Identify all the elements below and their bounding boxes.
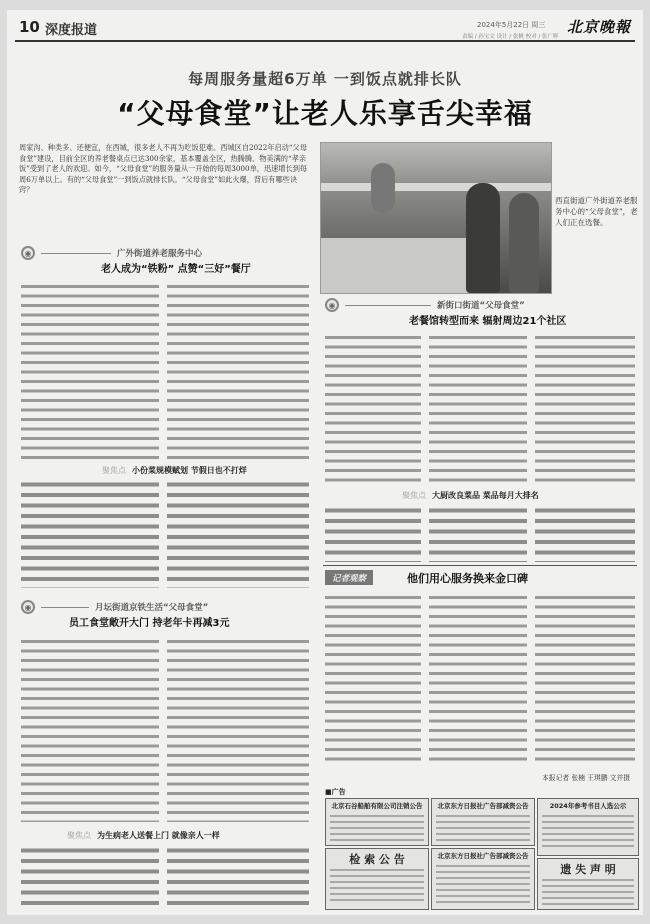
section-3-body-col2 [167, 637, 309, 822]
masthead-logo: 北京晚報 [567, 18, 632, 36]
section-2-body-col1 [325, 333, 421, 485]
subhead-2-body-col1 [325, 506, 421, 562]
commentary-tag: 记者观察 [325, 570, 373, 585]
photo-caption: 西直街道广外街道养老服务中心的“父母食堂”，老人们正在选餐。 [555, 196, 638, 227]
commentary-body-col3 [535, 593, 635, 763]
ad-search-notice: 检 索 公 告 [325, 848, 429, 910]
byline: 本报记者 张楠 王琪鹏 文并摄 [542, 774, 631, 782]
news-photo [320, 142, 552, 294]
subhead-1-body-col2 [167, 480, 309, 588]
section-1-body-col1 [21, 282, 159, 462]
commentary-body-col2 [429, 593, 527, 763]
ad-notice-3: 2024年参考书目人选公示 [537, 798, 639, 856]
subhead-3-body-col2 [167, 846, 309, 908]
section-3-title: 员工食堂敞开大门 持老年卡再减3元 [69, 618, 230, 629]
subhead-2: 聚焦点 大厨改良菜品 菜品每月大排名 [402, 491, 539, 500]
location-pin-icon: ◉ [21, 600, 35, 614]
page-number: 10 [19, 18, 40, 36]
section-2-body-col3 [535, 333, 635, 485]
issue-date: 2024年5月22日 周三 [477, 21, 546, 29]
subhead-2-body-col3 [535, 506, 635, 562]
ad-notice-1: 北京石谷船舶有限公司注销公告 [325, 798, 429, 846]
commentary-body-col1 [325, 593, 421, 763]
ad-notice-2: 北京东方日报社广告部减资公告 [431, 798, 535, 846]
kicker: 每周服务量超6万单 一到饭点就排长队 [188, 70, 462, 88]
location-pin-icon: ◉ [325, 298, 339, 312]
section-1-place: 广外街道养老服务中心 [117, 249, 203, 259]
lede-paragraph: 周家沟、种类多、还便宜，在西城，很多老人不再为吃饭犯难。西城区自2022年启动“父母食堂”建设，目前全区的养老餐桌点已达300余家，基本覆盖全区，热腾腾、物美满的“孝亲饭”受到了老人的欢迎。如今，“父母食堂”的服务量从一开始的每周3000单，迅速增长到每周6万单以上。有的“父母食堂”一到饭点就排长队。“父母食堂”如此火爆，背后有哪些诀窍？ [19, 143, 308, 194]
headline: “父母食堂”让老人乐享舌尖幸福 [117, 97, 533, 130]
newspaper-page [7, 10, 643, 915]
ad-notice-4: 北京东方日报社广告部减资公告 [431, 848, 535, 910]
section-2-place: 新街口街道“父母食堂” [437, 301, 525, 311]
section-2-body-col2 [429, 333, 527, 485]
section-1-body-col2 [167, 282, 309, 462]
subhead-1: 聚焦点 小份菜规模赋划 节假日也不打烊 [102, 466, 247, 475]
section-3-body-col1 [21, 637, 159, 822]
section-2-title: 老餐馆转型而来 辐射周边21个社区 [409, 316, 567, 327]
section-3-place: 月坛街道京铁生活“父母食堂” [95, 603, 209, 613]
subhead-3: 聚焦点 为生病老人送餐上门 就像亲人一样 [67, 831, 220, 840]
ads-label: ■广告 [325, 788, 346, 796]
commentary-rule [323, 565, 637, 566]
staff-credits: 责编 / 孙宝文 设计 / 张帆 校对 / 张广晖 [462, 34, 559, 40]
commentary-title: 他们用心服务换来金口碑 [407, 572, 528, 585]
header-rule [15, 40, 635, 42]
section-name: 深度报道 [45, 23, 98, 38]
location-pin-icon: ◉ [21, 246, 35, 260]
subhead-2-body-col2 [429, 506, 527, 562]
ad-lost-notice: 遗 失 声 明 [537, 858, 639, 910]
subhead-3-body-col1 [21, 846, 159, 908]
subhead-1-body-col1 [21, 480, 159, 588]
section-1-title: 老人成为“铁粉” 点赞“三好”餐厅 [101, 264, 251, 275]
